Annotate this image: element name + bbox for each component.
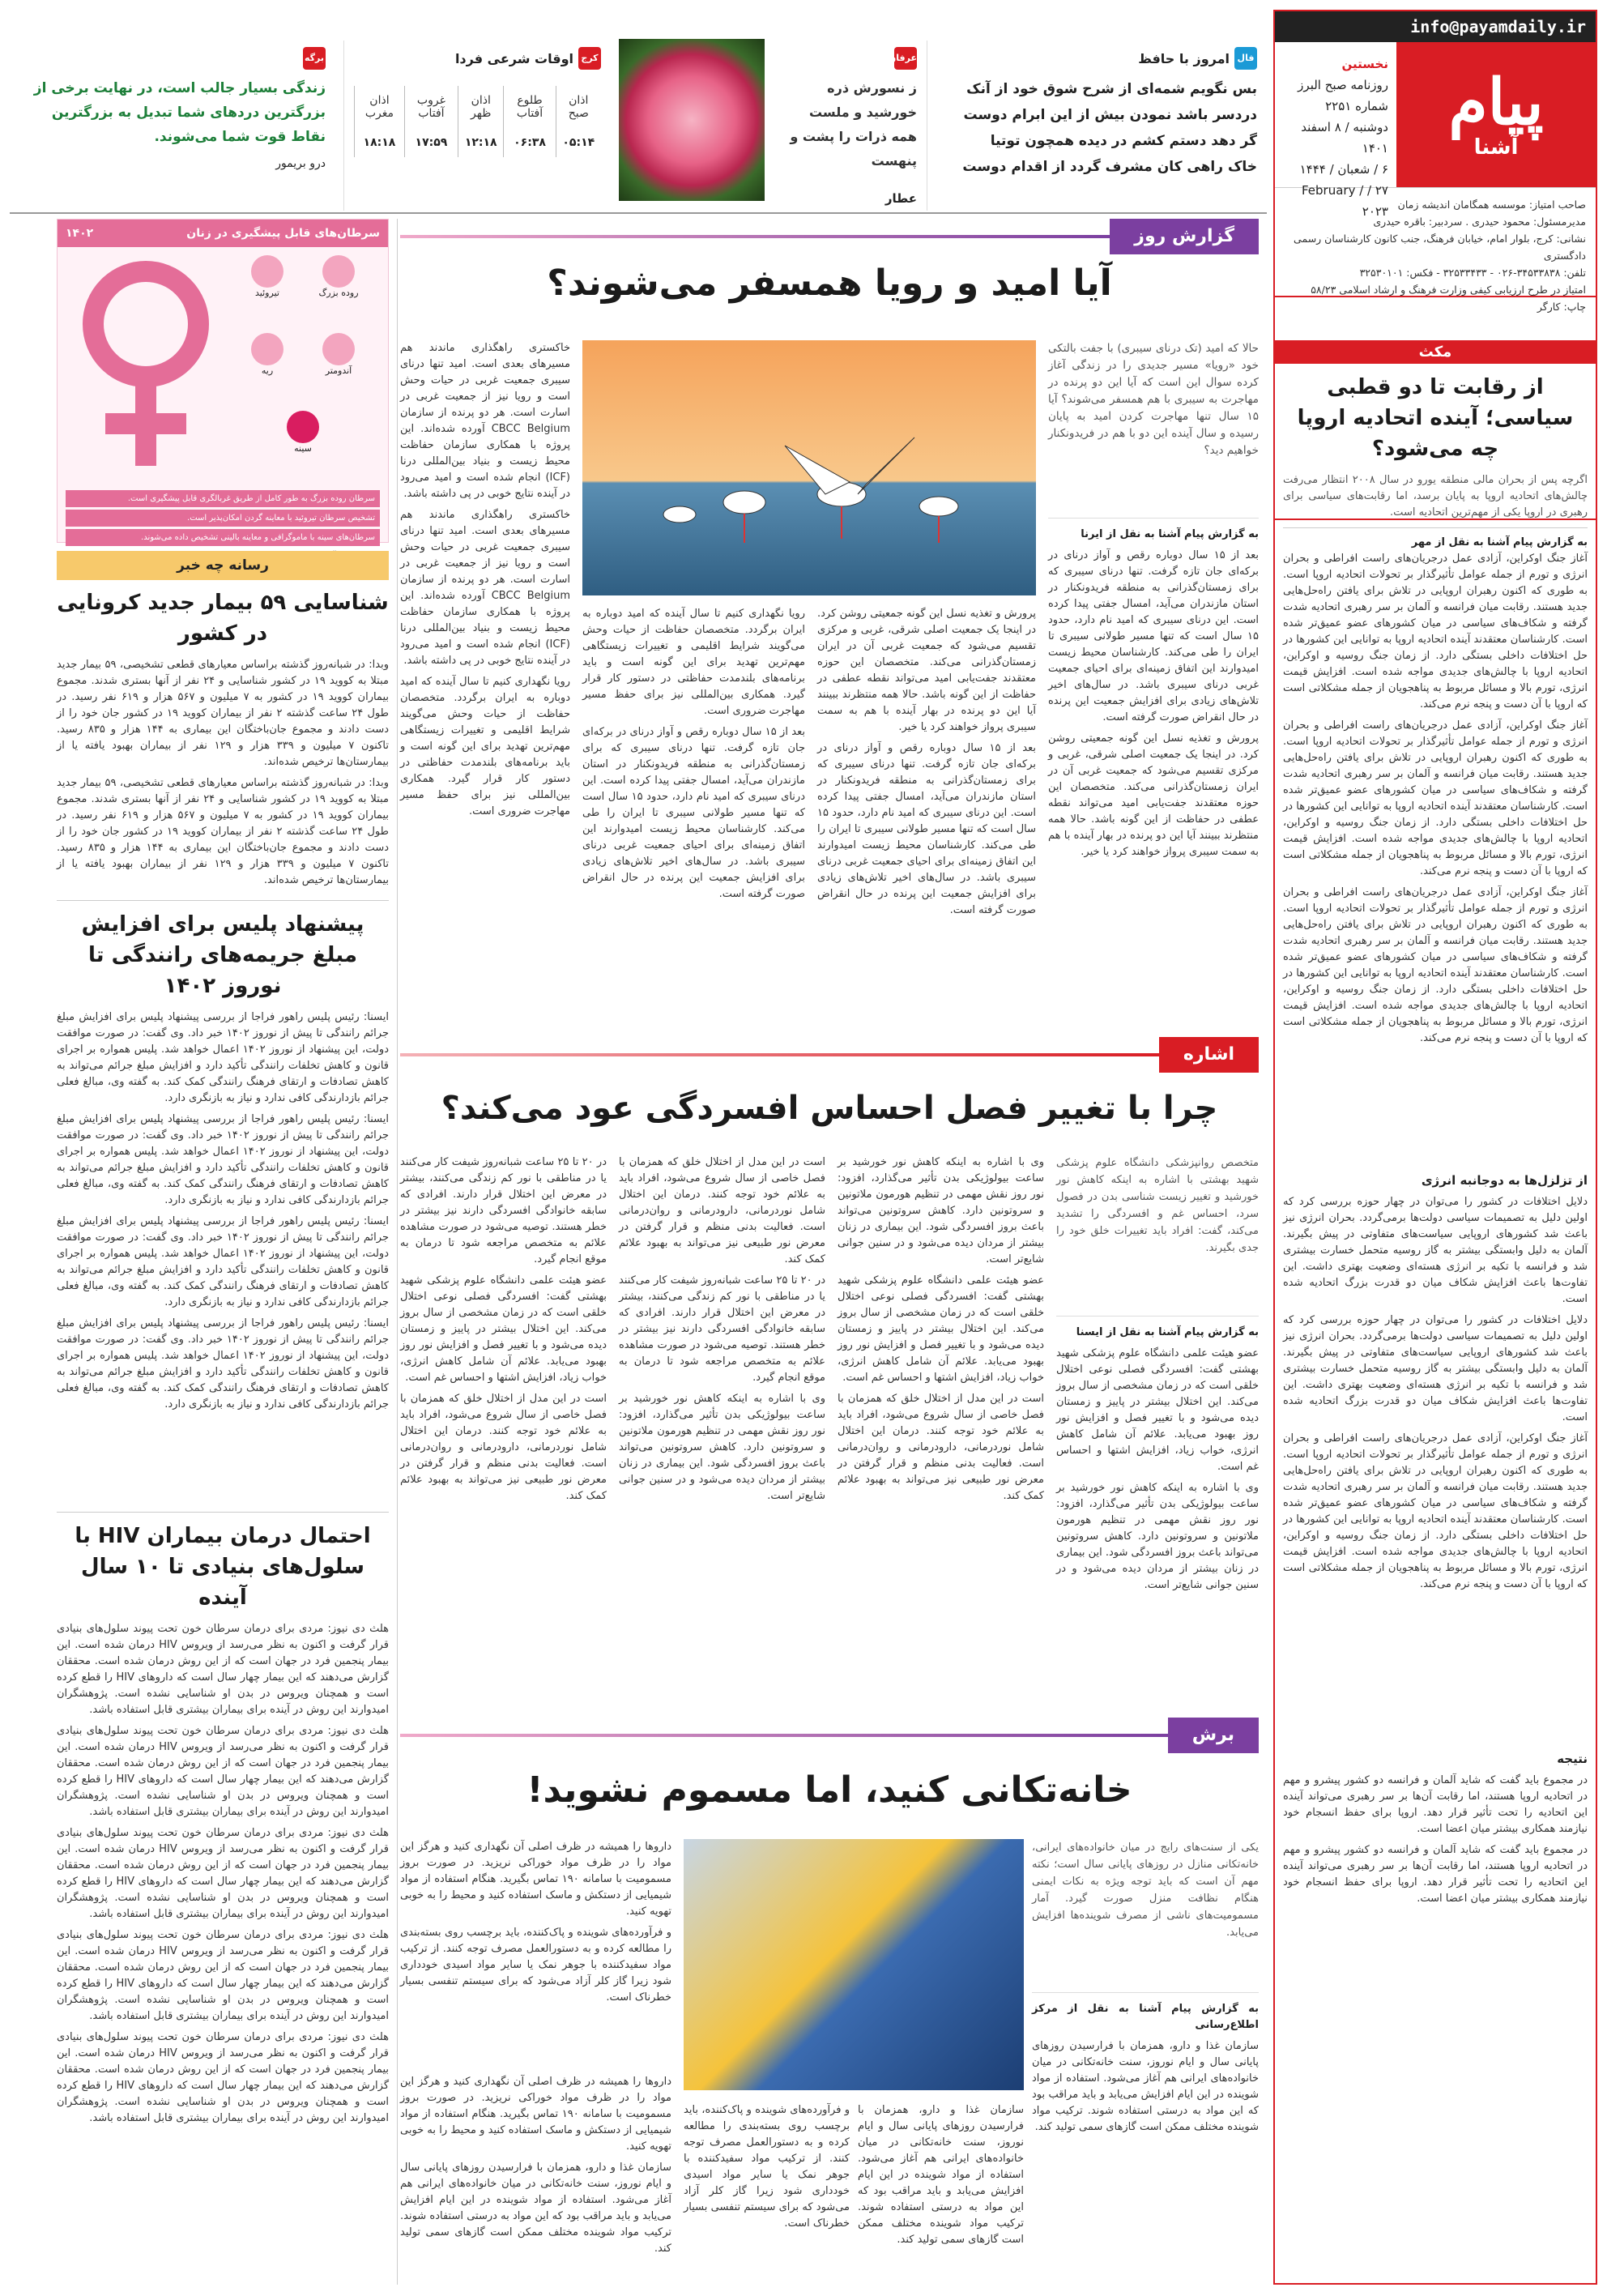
report-column-1: به گزارش پیام آشنا به نقل از ایرنا بعد از ۱۵ سال دوباره رقص و آواز درنای در برکه‌ای جان تازه گرفت. تنها درنای سیبری که برای زمستان‌گذرانی به منطقه فریدونکنار در استان مازندران می‌آید، امسال جفتی پیدا کرده است. این درنای سیبری که امید نام دارد، حدود ۱۵ سال است که تنها مسیر طولانی سیبری تا ایران را طی می‌کند. کارشناسان محیط زیست امیدوارند این اتفاق زمینه‌ای برای احیای جمعیت غربی درنای سیبری باشد. در سال‌های اخیر تلاش‌های زیادی برای افزایش جمعیت این پرنده در حال انقراض صورت گرفته است. پرورش و تغذیه نسل این گونه جمعیتی روشن کرد. در اینجا یک جمعیت اصلی شرقی، غربی و مرکزی تقسیم می‌شود که جمعیت غربی آن در ایران زمستان‌گذرانی می‌کند. متخصصان این حوزه معتقدند جفت‌یابی امید می‌تواند نقطه عطفی در حفاظت از این گونه باشد. حالا همه منتظرند ببینند آیا این دو پرنده در بهار آینده با هم به سمت سیبری پرواز خواهند کرد یا خیر. xyxy=(1048,528,1259,858)
cancer-year: ۱۴۰۲ xyxy=(66,227,94,240)
prayer-title: اوقات شرعی فردا xyxy=(454,50,573,66)
covid-body: وبدا: در شبانه‌روز گذشته براساس معیارهای قطعی تشخیصی، ۵۹ بیمار جدید مبتلا به کووید ۱۹ در کشور شناسایی و ۲۴ نفر از آنها بستری شدند. مجموع بیماران کووید ۱۹ در کشور به ۷ میلیون و ۵۶۷ هزار و ۶۱۹ نفر رسید. در طول ۲۴ ساعت گذشته ۲ نفر از بیماران کووید ۱۹ در کشور جان خود را از دست دادند و مجموع جان‌باختگان این بیماری به ۱۴۴ هزار و ۸۳۵ رسید. تاکنون ۷ میلیون و ۳۳۹ هزار و ۱۲۹ نفر از بیماران بهبود یافته یا از بیمارستان‌ها ترخیص شده‌اند. وبدا: در شبانه‌روز گذشته براساس معیارهای قطعی تشخیصی، ۵۹ بیمار جدید مبتلا به کووید ۱۹ در کشور شناسایی و ۲۴ نفر از آنها بستری شدند. مجموع بیماران کووید ۱۹ در کشور به ۷ میلیون و ۵۶۷ هزار و ۶۱۹ نفر رسید. در طول ۲۴ ساعت گذشته ۲ نفر از بیماران کووید ۱۹ در کشور جان خود را از دست دادند و مجموع جان‌باختگان این بیماری به ۱۴۴ هزار و ۸۳۵ رسید. تاکنون ۷ میلیون و ۳۳۹ هزار و ۱۲۹ نفر از بیماران بهبود یافته یا از بیمارستان‌ها ترخیص شده‌اند. xyxy=(57,659,390,886)
eshareh-column-1: به گزارش پیام آشنا به نقل از ایسنا عضو هیئت علمی دانشگاه علوم پزشکی شهید بهشتی گفت: افسردگی فصلی نوعی اختلال خلقی است که در زمان مشخصی از سال بروز می‌کند. این اختلال بیشتر در پاییز و زمستان دیده می‌شود و با تغییر فصل و افزایش نور روز بهبود می‌یابد. علائم آن شامل کاهش انرژی، خواب زیاد، افزایش اشتها و احساس غم است. وی با اشاره به اینکه کاهش نور خورشید بر ساعت بیولوژیکی بدن تأثیر می‌گذارد، افزود: نور روز نقش مهمی در تنظیم هورمون ملاتونین و سروتونین دارد. کاهش سروتونین می‌تواند باعث بروز افسردگی شود. این بیماری در زنان بیشتر از مردان دیده می‌شود و در سنین جوانی شایع‌تر است. xyxy=(1056,1326,1259,1591)
cancer-title: سرطان‌های قابل پیشگیری در زنان xyxy=(186,227,380,240)
birds-image xyxy=(582,340,1036,595)
politics-source: به گزارش پیام آشنا به نقل از مهر xyxy=(1411,536,1588,548)
thyroid-icon xyxy=(251,255,283,288)
uterus-icon xyxy=(322,333,355,365)
section-label-report: گزارش روز xyxy=(1110,219,1259,254)
boresh-column-4: داروها را همیشه در ظرف اصلی آن نگهداری کنید و هرگز این مواد را در ظرف مواد خوراکی نریزید. در صورت بروز مسمومیت با سامانه ۱۹۰ تماس بگیرید. هنگام استفاده از مواد شیمیایی از دستکش و ماسک استفاده کنید و محیط را به خوبی تهویه کنید. و فرآورده‌های شوینده و پاک‌کننده، باید برچسب روی بسته‌بندی را مطالعه کرده و به دستورالعمل مصرف توجه کنند. از ترکیب مواد سفیدکننده با جوهر نمک یا سایر مواد اسیدی خودداری شود زیرا گاز کلر آزاد می‌شود که برای سیستم تنفسی بسیار خطرناک است. xyxy=(400,1841,671,2004)
politics-headline[interactable]: از رقابت تا دو قطبی سیاسی؛ آینده اتحادیه اروپا چه می‌شود؟ xyxy=(1297,375,1574,461)
cancer-notes: سرطان روده بزرگ به طور کامل از طریق غربالگری قابل پیشگیری است. تشخیص سرطان تیروئید با معاینه گردن امکان‌پذیر است. سرطان‌های سینه با ماموگرافی و معاینه بالینی تشخیص داده می‌شوند. xyxy=(58,490,388,546)
boresh-column-5: داروها را همیشه در ظرف اصلی آن نگهداری کنید و هرگز این مواد را در ظرف مواد خوراکی نریزید. در صورت بروز مسمومیت با سامانه ۱۹۰ تماس بگیرید. هنگام استفاده از مواد شیمیایی از دستکش و ماسک استفاده کنید و محیط را به خوبی تهویه کنید. سازمان غذا و دارو، همزمان با فرارسیدن روزهای پایانی سال و ایام نوروز، سنت خانه‌تکانی در میان خانواده‌های ایرانی هم آغاز می‌شود. استفاده از مواد شوینده در این ایام افزایش می‌یابد و باید مراقب بود که این مواد به درستی استفاده شوند. ترکیب مواد شوینده مختلف ممکن است گازهای سمی تولید کند. xyxy=(400,2076,671,2255)
boresh-header xyxy=(400,1718,1259,1753)
column-divider xyxy=(397,219,398,2285)
fines-body: ایسنا: رئیس پلیس راهور فراجا از بررسی پیشنهاد پلیس برای افزایش مبلغ جرائم رانندگی تا پیش از نوروز ۱۴۰۲ خبر داد. وی گفت: در صورت موافقت دولت، این پیشنهاد از نوروز ۱۴۰۲ اعمال خواهد شد. پلیس همواره بر اجرای قانون و کاهش تخلفات رانندگی تأکید دارد و افزایش مبلغ جرائم می‌تواند به کاهش تصادفات و ارتقای فرهنگ رانندگی کمک کند. به گفته وی، مبالغ فعلی جرائم بازدارندگی کافی ندارد و نیاز به بازنگری دارد. ایسنا: رئیس پلیس راهور فراجا از بررسی پیشنهاد پلیس برای افزایش مبلغ جرائم رانندگی تا پیش از نوروز ۱۴۰۲ خبر داد. وی گفت: در صورت موافقت دولت، این پیشنهاد از نوروز ۱۴۰۲ اعمال خواهد شد. پلیس همواره بر اجرای قانون و کاهش تخلفات رانندگی تأکید دارد و افزایش مبلغ جرائم می‌تواند به کاهش تصادفات و ارتقای فرهنگ رانندگی کمک کند. به گفته وی، مبالغ فعلی جرائم بازدارندگی کافی ندارد و نیاز به بازنگری دارد. ایسنا: رئیس پلیس راهور فراجا از بررسی پیشنهاد پلیس برای افزایش مبلغ جرائم رانندگی تا پیش از نوروز ۱۴۰۲ خبر داد. وی گفت: در صورت موافقت دولت، این پیشنهاد از نوروز ۱۴۰۲ اعمال خواهد شد. پلیس همواره بر اجرای قانون و کاهش تخلفات رانندگی تأکید دارد و افزایش مبلغ جرائم می‌تواند به کاهش تصادفات و ارتقای فرهنگ رانندگی کمک کند. به گفته وی، مبالغ فعلی جرائم بازدارندگی کافی ندارد و نیاز به بازنگری دارد. ایسنا: رئیس پلیس راهور فراجا از بررسی پیشنهاد پلیس برای افزایش مبلغ جرائم رانندگی تا پیش از نوروز ۱۴۰۲ خبر داد. وی گفت: در صورت موافقت دولت، این پیشنهاد از نوروز ۱۴۰۲ اعمال خواهد شد. پلیس همواره بر اجرای قانون و کاهش تخلفات رانندگی تأکید دارد و افزایش مبلغ جرائم می‌تواند به کاهش تصادفات و ارتقای فرهنگ رانندگی کمک کند. به گفته وی، مبالغ فعلی جرائم بازدارندگی کافی ندارد و نیاز به بازنگری دارد. xyxy=(57,1011,389,1410)
news-column xyxy=(57,587,389,2285)
eshareh-headline[interactable]: چرا با تغییر فصل احساس افسردگی عود می‌کند؟ xyxy=(441,1090,1218,1127)
politics-subhead-2: نتیجه xyxy=(1557,1752,1588,1766)
eshareh-column-2: وی با اشاره به اینکه کاهش نور خورشید بر ساعت بیولوژیکی بدن تأثیر می‌گذارد، افزود: نور روز نقش مهمی در تنظیم هورمون ملاتونین و سروتونین دارد. کاهش سروتونین می‌تواند باعث بروز افسردگی شود. این بیماری در زنان بیشتر از مردان دیده می‌شود و در سنین جوانی شایع‌تر است. عضو هیئت علمی دانشگاه علوم پزشکی شهید بهشتی گفت: افسردگی فصلی نوعی اختلال خلقی است که در زمان مشخصی از سال بروز می‌کند. این اختلال بیشتر در پاییز و زمستان دیده می‌شود و با تغییر فصل و افزایش نور روز بهبود می‌یابد. علائم آن شامل کاهش انرژی، خواب زیاد، افزایش اشتها و احساس غم است. است در این مدل از اختلال خلق که همزمان با فصل خاصی از سال شروع می‌شود، افراد باید به علائم خود توجه کنند. درمان این اختلال شامل نوردرمانی، دارودرمانی و روان‌درمانی است. فعالیت بدنی منظم و قرار گرفتن در معرض نور طبیعی نیز می‌تواند به بهبود علائم کمک کند. xyxy=(838,1156,1044,1502)
eshareh-lead: متخصص روانپزشکی دانشگاه علوم پزشکی شهید بهشتی با اشاره به اینکه کاهش نور خورشید و تغییر زیست شناسی بدن در فصول سرد، احساس غم و افسردگی را تشدید می‌کند، گفت: افراد باید تغییرات خلق خود را جدی بگیرند. xyxy=(1056,1154,1259,1317)
boresh-lead: یکی از سنت‌های رایج در میان خانواده‌های ایرانی، خانه‌تکانی منازل در روزهای پایانی سال است؛ نکته مهم آن است که باید توجه ویژه به نکات ایمنی هنگام نظافت منزل صورت گیرد. آمار مسمومیت‌های ناشی از مصرف شوینده‌ها افزایش می‌یابد. xyxy=(1032,1839,1259,1993)
section-label-eshareh: اشاره xyxy=(1159,1037,1259,1073)
report-lead: حالا که امید (تک درنای سیبری) با جفت بالتکی خود «رویا» مسیر جدیدی را در زندگی آغاز کرده سوال این است که آیا این دو پرنده در مهاجرت به سیبری با هم همسفر می‌شوند؟ آیا ۱۵ سال تنها مهاجرت کردن امید به پایان رسیده و سال آینده این دو با هم در فریدونکنار خواهیم دید؟ xyxy=(1048,340,1259,519)
female-symbol-icon xyxy=(73,255,219,482)
section-label-boresh: برش xyxy=(1168,1718,1259,1753)
cleaning-image xyxy=(684,1839,1024,2090)
prayer-tag-icon: کرج xyxy=(578,47,601,70)
boresh-column-2: سازمان غذا و دارو، همزمان با فرارسیدن روزهای پایانی سال و ایام نوروز، سنت خانه‌تکانی در میان خانواده‌های ایرانی هم آغاز می‌شود. استفاده از مواد شوینده در این ایام افزایش می‌یابد و باید مراقب بود که این مواد به درستی استفاده شوند. ترکیب مواد شوینده مختلف ممکن است گازهای سمی تولید کند. xyxy=(858,2104,1024,2246)
hiv-headline[interactable]: احتمال درمان بیماران HIV با سلول‌های بنیادی تا ۱۰ سال آینده xyxy=(75,1524,371,1610)
politics-body-2: دلایل اختلافات در کشور را می‌توان در چهار حوزه بررسی کرد که اولین دلیل به تصمیمات سیاسی دولت‌ها برمی‌گردد. بحران انرژی نیز باعث شد کشورهای اروپایی سیاست‌های متفاوتی در پیش بگیرند. آلمان به دلیل وابستگی بیشتر به گاز روسیه متحمل خسارت بیشتری شد و فرانسه با تکیه بر انرژی هسته‌ای وضعیت بهتری داشت. این تفاوت‌ها باعث افزایش شکاف میان دو قدرت بزرگ اتحادیه شده است. دلایل اختلافات در کشور را می‌توان در چهار حوزه بررسی کرد که اولین دلیل به تصمیمات سیاسی دولت‌ها برمی‌گردد. بحران انرژی نیز باعث شد کشورهای اروپایی سیاست‌های متفاوتی در پیش بگیرند. آلمان به دلیل وابستگی بیشتر به گاز روسیه متحمل خسارت بیشتری شد و فرانسه با تکیه بر انرژی هسته‌ای وضعیت بهتری داشت. این تفاوت‌ها باعث افزایش شکاف میان دو قدرت بزرگ اتحادیه شده است. آغاز جنگ اوکراین، آزادی عمل درجریان‌های راست افراطی و بحران انرژی و تورم از جمله عوامل تأثیرگذار بر تحولات اتحادیه اروپا است. به طوری که اکنون رهبران اروپایی در تلاش برای یافتن راه‌حل‌هایی جدید هستند. رقابت میان فرانسه و آلمان بر سر رهبری اتحادیه شدت گرفته و شکاف‌های سیاسی در میان کشورهای عضو عمیق‌تر شده است. کارشناسان معتقدند آینده اتحادیه اروپا به توانایی این کشورها در حل اختلافات داخلی بستگی دارد. از زمان جنگ روسیه و اوکراین، اتحادیه اروپا با چالش‌های جدیدی مواجه شده است. افزایش قیمت انرژی، تورم بالا و مسائل مربوط به پناهجویان از جمله مشکلاتی است که اروپا با آن دست و پنجه نرم می‌کند. xyxy=(1283,1196,1588,1590)
eshareh-column-3: است در این مدل از اختلال خلق که همزمان با فصل خاصی از سال شروع می‌شود، افراد باید به علائم خود توجه کنند. درمان این اختلال شامل نوردرمانی، دارودرمانی و روان‌درمانی است. فعالیت بدنی منظم و قرار گرفتن در معرض نور طبیعی نیز می‌تواند به بهبود علائم کمک کند. در ۲۰ تا ۲۵ ساعت شبانه‌روز شیفت کار می‌کنند یا در مناطقی با نور کم زندگی می‌کنند، بیشتر در معرض این اختلال قرار دارند. افرادی که سابقه خانوادگی افسردگی دارند نیز بیشتر در خطر هستند. توصیه می‌شود در صورت مشاهده علائم به متخصص مراجعه شود تا درمان به موقع انجام گیرد. وی با اشاره به اینکه کاهش نور خورشید بر ساعت بیولوژیکی بدن تأثیر می‌گذارد، افزود: نور روز نقش مهمی در تنظیم هورمون ملاتونین و سروتونین دارد. کاهش سروتونین می‌تواند باعث بروز افسردگی شود. این بیماری در زنان بیشتر از مردان دیده می‌شود و در سنین جوانی شایع‌تر است. xyxy=(619,1156,825,1502)
cancer-infographic xyxy=(57,219,389,543)
report-header xyxy=(400,219,1259,254)
report-column-4: خاکستری راهگذاری ماندند هم مسیرهای بعدی است. امید تنها درنای سیبری جمعیت غربی در حیات وحش است و رویا نیز از جمعیت غربی در اسارت است. هر دو پرنده از سازمان CBCC Belgium آورده شده‌اند. این پروژه با همکاری سازمان حفاظت محیط زیست و بنیاد بین‌المللی درنا (ICF) انجام شده است و امید می‌رود در آینده نتایج خوبی در پی داشته باشد. خاکستری راهگذاری ماندند هم مسیرهای بعدی است. امید تنها درنای سیبری جمعیت غربی در حیات وحش است و رویا نیز از جمعیت غربی در اسارت است. هر دو پرنده از سازمان CBCC Belgium آورده شده‌اند. این پروژه با همکاری سازمان حفاظت محیط زیست و بنیاد بین‌المللی درنا (ICF) انجام شده است و امید می‌رود در آینده نتایج خوبی در پی داشته باشد. رویا نگهداری کنیم تا سال آینده که امید دوباره به ایران برگردد. متخصصان حفاظت از حیات وحش می‌گویند شرایط اقلیمی و تغییرات زیستگاهی مهم‌ترین تهدید برای این گونه است و باید برنامه‌های بلندمدت حفاظتی در دستور کار قرار گیرد. همکاری بین‌المللی نیز برای حفظ مسیر مهاجرت ضروری است. xyxy=(400,342,570,817)
attar-author: عطار xyxy=(884,191,917,206)
fines-headline[interactable]: پیشنهاد پلیس برای افزایش مبلغ جریمه‌های رانندگی تا نوروز ۱۴۰۲ xyxy=(81,912,364,998)
lung-icon xyxy=(251,333,283,365)
prayer-box xyxy=(343,41,611,211)
rasaneh-bar: رسانه چه خبر xyxy=(57,551,389,580)
report-column-2: پرورش و تغذیه نسل این گونه جمعیتی روشن کرد. در اینجا یک جمعیت اصلی شرقی، غربی و مرکزی تقسیم می‌شود که جمعیت غربی آن در ایران زمستان‌گذرانی می‌کند. متخصصان این حوزه معتقدند جفت‌یابی امید می‌تواند نقطه عطفی در حفاظت از این گونه باشد. حالا همه منتظرند ببینند آیا این دو پرنده در بهار آینده با هم به سمت سیبری پرواز خواهند کرد یا خیر. بعد از ۱۵ سال دوباره رقص و آواز درنای در برکه‌ای جان تازه گرفت. تنها درنای سیبری که برای زمستان‌گذرانی به منطقه فریدونکنار در استان مازندران می‌آید، امسال جفتی پیدا کرده است. این درنای سیبری که امید نام دارد، حدود ۱۵ سال است که تنها مسیر طولانی سیبری تا ایران را طی می‌کند. کارشناسان محیط زیست امیدوارند این اتفاق زمینه‌ای برای احیای جمعیت غربی درنای سیبری باشد. در سال‌های اخیر تلاش‌های زیادی برای افزایش جمعیت این پرنده در حال انقراض صورت گرفته است. xyxy=(817,608,1036,916)
flower-image xyxy=(619,39,765,201)
politics-column xyxy=(1273,340,1597,2285)
quote-author: درو بریمور xyxy=(275,157,326,170)
attar-tag-icon: عرفان xyxy=(894,47,917,70)
report-column-3: رویا نگهداری کنیم تا سال آینده که امید دوباره به ایران برگردد. متخصصان حفاظت از حیات وحش می‌گویند شرایط اقلیمی و تغییرات زیستگاهی مهم‌ترین تهدید برای این گونه است و باید برنامه‌های بلندمدت حفاظتی در دستور کار قرار گیرد. همکاری بین‌المللی نیز برای حفظ مسیر مهاجرت ضروری است. بعد از ۱۵ سال دوباره رقص و آواز درنای در برکه‌ای جان تازه گرفت. تنها درنای سیبری که برای زمستان‌گذرانی به منطقه فریدونکنار در استان مازندران می‌آید، امسال جفتی پیدا کرده است. این درنای سیبری که امید نام دارد، حدود ۱۵ سال است که تنها مسیر طولانی سیبری تا ایران را طی می‌کند. کارشناسان محیط زیست امیدوارند این اتفاق زمینه‌ای برای احیای جمعیت غربی درنای سیبری باشد. در سال‌های اخیر تلاش‌های زیادی برای افزایش جمعیت این پرنده در حال انقراض صورت گرفته است. xyxy=(582,608,805,900)
email-address[interactable]: info@payamdaily.ir xyxy=(1275,11,1596,42)
cancer-organs: روده بزرگ تیروئید آندومتر ریه سینه xyxy=(226,255,380,482)
boresh-column-1: به گزارش پیام آشنا به نقل از مرکز اطلاع‌رسانی سازمان غذا و دارو، همزمان با فرارسیدن روزهای پایانی سال و ایام نوروز، سنت خانه‌تکانی در میان خانواده‌های ایرانی هم آغاز می‌شود. استفاده از مواد شوینده در این ایام افزایش می‌یابد و باید مراقب بود که این مواد به درستی استفاده شوند. ترکیب مواد شوینده مختلف ممکن است گازهای سمی تولید کند. xyxy=(1032,2003,1259,2133)
newspaper-logo: پیام آشنا xyxy=(1396,42,1596,187)
politics-body-3: در مجموع باید گفت که شاید آلمان و فرانسه دو کشور پیشرو و مهم در اتحادیه اروپا هستند، اما رقابت آن‌ها بر سر رهبری می‌تواند آینده این اتحادیه را تحت تأثیر قرار دهد. اروپا برای حفظ انسجام خود نیازمند همکاری بیشتر میان اعضا است. در مجموع باید گفت که شاید آلمان و فرانسه دو کشور پیشرو و مهم در اتحادیه اروپا هستند، اما رقابت آن‌ها بر سر رهبری می‌تواند آینده این اتحادیه را تحت تأثیر قرار دهد. اروپا برای حفظ انسجام خود نیازمند همکاری بیشتر میان اعضا است. xyxy=(1283,1774,1588,1905)
quote-text: زندگی بسیار جالب است، در نهایت برخی از بزرگترین دردهای شما تبدیل به بزرگترین نقاط قوت شما می‌شوند. xyxy=(33,80,326,145)
section-label-makth: مکث xyxy=(1275,340,1596,364)
publisher-info: صاحب امتیاز: موسسه همگامان اندیشه زمان مدیرمسئول: محمود حیدری . سردبیر: باقره حیدری نشانی: کرج، بلوار امام، خیابان فرهنگ، جنب کانون کارشناسان رسمی دادگستری تلفن: ۳۴۵۳۳۸۳۸-۰۲۶ - ۳۲۵۳۳۴۳۳ - فکس: ۳۲۵۳۰۱۰۱ امتیاز در طرح ارزیابی کیفی وزارت فرهنگ و ارشاد اسلامی ۵۸/۲۳ چاپ: کارگر xyxy=(1275,188,1596,297)
quote-tag-icon: برگه xyxy=(303,47,326,70)
colon-icon xyxy=(322,255,355,288)
hafez-tag-icon: فال xyxy=(1234,47,1257,70)
covid-headline[interactable]: شناسایی ۵۹ بیمار جدید کرونایی در کشور xyxy=(57,591,389,646)
boresh-column-3: و فرآورده‌های شوینده و پاک‌کننده، باید برچسب روی بسته‌بندی را مطالعه کرده و به دستورالعمل مصرف توجه کنند. از ترکیب مواد سفیدکننده با جوهر نمک یا سایر مواد اسیدی خودداری شود زیرا گاز کلر آزاد می‌شود که برای سیستم تنفسی بسیار خطرناک است. xyxy=(684,2104,850,2230)
attar-poem: ز نسورش ذره خورشید و ملست همه ذرات را پشت و پنهست xyxy=(790,80,917,169)
attar-box xyxy=(765,41,927,211)
top-rule xyxy=(10,212,1267,214)
prayer-table: اذان صبح طلوع آفتاب اذان ظهر غروب آفتاب اذان مغرب ۰۵:۱۴ ۰۶:۳۸ ۱۲:۱۸ ۱۷:۵۹ ۱۸:۱۸ xyxy=(354,86,601,157)
politics-body: آغاز جنگ اوکراین، آزادی عمل درجریان‌های راست افراطی و بحران انرژی و تورم از جمله عوامل تأثیرگذار بر تحولات اتحادیه اروپا است. به طوری که اکنون رهبران اروپایی در تلاش برای یافتن راه‌حل‌هایی جدید هستند. رقابت میان فرانسه و آلمان بر سر رهبری اتحادیه شدت گرفته و شکاف‌های سیاسی در میان کشورهای عضو عمیق‌تر شده است. کارشناسان معتقدند آینده اتحادیه اروپا به توانایی این کشورها در حل اختلافات داخلی بستگی دارد. از زمان جنگ روسیه و اوکراین، اتحادیه اروپا با چالش‌های جدیدی مواجه شده است. افزایش قیمت انرژی، تورم بالا و مسائل مربوط به پناهجویان از جمله مشکلاتی است که اروپا با آن دست و پنجه نرم می‌کند. آغاز جنگ اوکراین، آزادی عمل درجریان‌های راست افراطی و بحران انرژی و تورم از جمله عوامل تأثیرگذار بر تحولات اتحادیه اروپا است. به طوری که اکنون رهبران اروپایی در تلاش برای یافتن راه‌حل‌هایی جدید هستند. رقابت میان فرانسه و آلمان بر سر رهبری اتحادیه شدت گرفته و شکاف‌های سیاسی در میان کشورهای عضو عمیق‌تر شده است. کارشناسان معتقدند آینده اتحادیه اروپا به توانایی این کشورها در حل اختلافات داخلی بستگی دارد. از زمان جنگ روسیه و اوکراین، اتحادیه اروپا با چالش‌های جدیدی مواجه شده است. افزایش قیمت انرژی، تورم بالا و مسائل مربوط به پناهجویان از جمله مشکلاتی است که اروپا با آن دست و پنجه نرم می‌کند. آغاز جنگ اوکراین، آزادی عمل درجریان‌های راست افراطی و بحران انرژی و تورم از جمله عوامل تأثیرگذار بر تحولات اتحادیه اروپا است. به طوری که اکنون رهبران اروپایی در تلاش برای یافتن راه‌حل‌هایی جدید هستند. رقابت میان فرانسه و آلمان بر سر رهبری اتحادیه شدت گرفته و شکاف‌های سیاسی در میان کشورهای عضو عمیق‌تر شده است. کارشناسان معتقدند آینده اتحادیه اروپا به توانایی این کشورها در حل اختلافات داخلی بستگی دارد. از زمان جنگ روسیه و اوکراین، اتحادیه اروپا با چالش‌های جدیدی مواجه شده است. افزایش قیمت انرژی، تورم بالا و مسائل مربوط به پناهجویان از جمله مشکلاتی است که اروپا با آن دست و پنجه نرم می‌کند. xyxy=(1283,553,1588,1044)
issue-info: نخستین روزنامه صبح البرز شماره ۲۲۵۱ دوشنبه / ۸ اسفند ۱۴۰۱ ۶ / شعبان / ۱۴۴۴ ۲۷ / February / ۲۰۲۳ xyxy=(1275,42,1396,187)
birds-illustration xyxy=(582,340,1036,595)
hafez-poem: بس نگویم شمه‌ای از شرح شوق خود از آنک دردسر باشد نمودن بیش از این ابرام دوست گر دهد دستم کشم در دیده همچون توتیا خاک راهی کان مشرف گردد از اقدام دوست xyxy=(962,81,1257,175)
politics-subhead-1: از تزلزل‌ها به دوجانبه انرژی xyxy=(1421,1173,1588,1188)
hiv-body: هلث دی نیوز: مردی برای درمان سرطان خون تحت پیوند سلول‌های بنیادی قرار گرفت و اکنون به نظر می‌رسد از ویروس HIV درمان شده است. این بیمار پنجمین فرد در جهان است که از این روش درمان شده است. محققان گزارش می‌دهند که این بیمار چهار سال است که داروهای HIV را قطع کرده است و همچنان ویروس در بدن او شناسایی نشده است. پژوهشگران امیدوارند این روش در آینده برای بیماران بیشتری قابل استفاده باشد. هلث دی نیوز: مردی برای درمان سرطان خون تحت پیوند سلول‌های بنیادی قرار گرفت و اکنون به نظر می‌رسد از ویروس HIV درمان شده است. این بیمار پنجمین فرد در جهان است که از این روش درمان شده است. محققان گزارش می‌دهند که این بیمار چهار سال است که داروهای HIV را قطع کرده است و همچنان ویروس در بدن او شناسایی نشده است. پژوهشگران امیدوارند این روش در آینده برای بیماران بیشتری قابل استفاده باشد. هلث دی نیوز: مردی برای درمان سرطان خون تحت پیوند سلول‌های بنیادی قرار گرفت و اکنون به نظر می‌رسد از ویروس HIV درمان شده است. این بیمار پنجمین فرد در جهان است که از این روش درمان شده است. محققان گزارش می‌دهند که این بیمار چهار سال است که داروهای HIV را قطع کرده است و همچنان ویروس در بدن او شناسایی نشده است. پژوهشگران امیدوارند این روش در آینده برای بیماران بیشتری قابل استفاده باشد. هلث دی نیوز: مردی برای درمان سرطان خون تحت پیوند سلول‌های بنیادی قرار گرفت و اکنون به نظر می‌رسد از ویروس HIV درمان شده است. این بیمار پنجمین فرد در جهان است که از این روش درمان شده است. محققان گزارش می‌دهند که این بیمار چهار سال است که داروهای HIV را قطع کرده است و همچنان ویروس در بدن او شناسایی نشده است. پژوهشگران امیدوارند این روش در آینده برای بیماران بیشتری قابل استفاده باشد. هلث دی نیوز: مردی برای درمان سرطان خون تحت پیوند سلول‌های بنیادی قرار گرفت و اکنون به نظر می‌رسد از ویروس HIV درمان شده است. این بیمار پنجمین فرد در جهان است که از این روش درمان شده است. محققان گزارش می‌دهند که این بیمار چهار سال است که داروهای HIV را قطع کرده است و همچنان ویروس در بدن او شناسایی نشده است. پژوهشگران امیدوارند این روش در آینده برای بیماران بیشتری قابل استفاده باشد. xyxy=(57,1623,390,2124)
boresh-headline[interactable]: خانه‌تکانی کنید، اما مسموم نشوید! xyxy=(526,1769,1132,1811)
quote-box xyxy=(10,41,335,211)
hafez-label: امروز با حافظ xyxy=(1138,50,1230,66)
logo-block xyxy=(1275,42,1596,219)
eshareh-header xyxy=(400,1037,1259,1073)
politics-lead: اگرچه پس از بحران مالی منطقه یورو در سال ۲۰۰۸ انتظار می‌رفت چالش‌های اتحادیه اروپا به پایان برسد، اما رقابت‌های سیاسی برای رهبری در اروپا یکی از مهم‌ترین اتحادیه است. xyxy=(1283,472,1588,528)
hafez-box xyxy=(927,41,1267,211)
report-headline[interactable]: آیا امید و رویا همسفر می‌شوند؟ xyxy=(547,262,1112,304)
ribbon-icon xyxy=(287,411,319,443)
eshareh-column-4: در ۲۰ تا ۲۵ ساعت شبانه‌روز شیفت کار می‌کنند یا در مناطقی با نور کم زندگی می‌کنند، بیشتر در معرض این اختلال قرار دارند. افرادی که سابقه خانوادگی افسردگی دارند نیز بیشتر در خطر هستند. توصیه می‌شود در صورت مشاهده علائم به متخصص مراجعه شود تا درمان به موقع انجام گیرد. عضو هیئت علمی دانشگاه علوم پزشکی شهید بهشتی گفت: افسردگی فصلی نوعی اختلال خلقی است که در زمان مشخصی از سال بروز می‌کند. این اختلال بیشتر در پاییز و زمستان دیده می‌شود و با تغییر فصل و افزایش نور روز بهبود می‌یابد. علائم آن شامل کاهش انرژی، خواب زیاد، افزایش اشتها و احساس غم است. است در این مدل از اختلال خلق که همزمان با فصل خاصی از سال شروع می‌شود، افراد باید به علائم خود توجه کنند. درمان این اختلال شامل نوردرمانی، دارودرمانی و روان‌درمانی است. فعالیت بدنی منظم و قرار گرفتن در معرض نور طبیعی نیز می‌تواند به بهبود علائم کمک کند. xyxy=(400,1156,607,1502)
